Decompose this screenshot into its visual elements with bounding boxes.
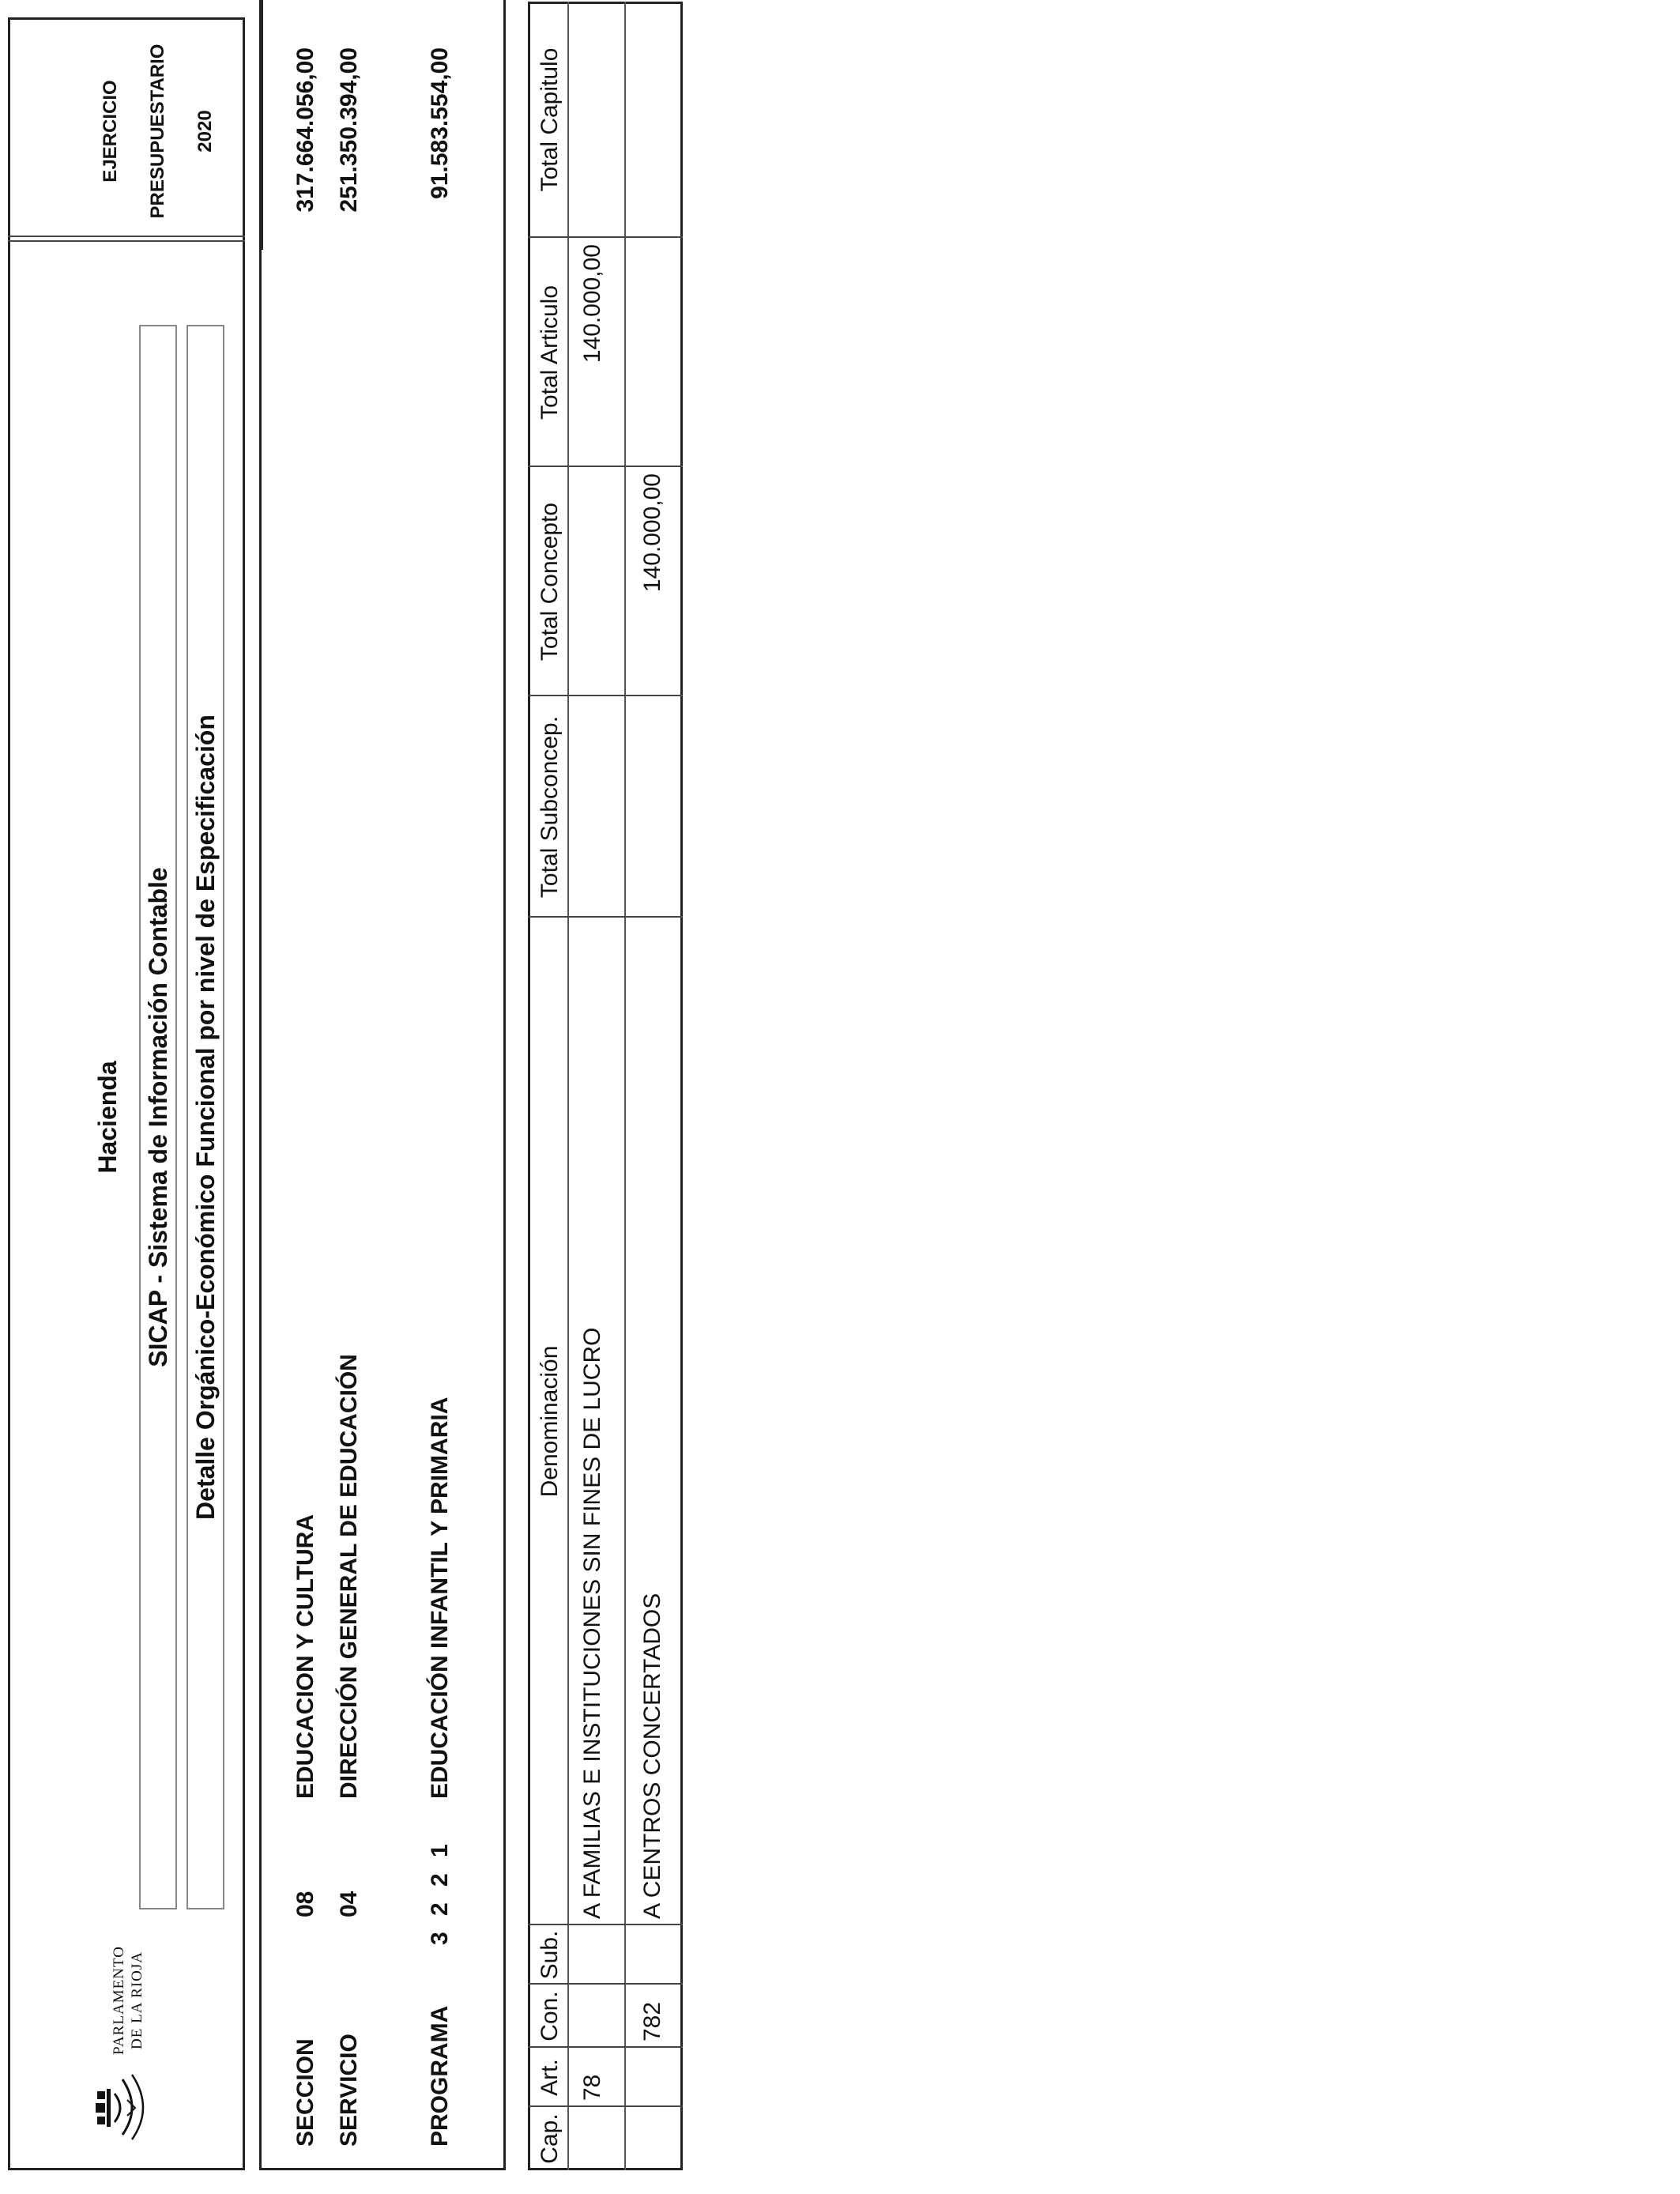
row1-art: 78 (579, 2074, 605, 2101)
table-row-line (624, 2, 626, 2170)
seccion-label: SECCION (292, 2038, 318, 2147)
header-total-capitulo: Total Capitulo (537, 47, 563, 192)
header-total-subconcep: Total Subconcep. (537, 715, 563, 899)
header-total-articulo: Total Articulo (537, 285, 563, 420)
presupuestario-label: PRESUPUESTARIO (147, 43, 168, 219)
department-title: Hacienda (93, 1061, 122, 1174)
programa-name: EDUCACIÓN INFANTIL Y PRIMARIA (427, 1397, 453, 1799)
header-con: Con. (537, 1991, 563, 2041)
ejercicio-label: EJERCICIO (100, 80, 121, 183)
section-top-line (261, 0, 263, 250)
header-art: Art. (537, 2059, 563, 2096)
seccion-name: EDUCACION Y CULTURA (292, 1514, 318, 1799)
header-cap: Cap. (537, 2113, 563, 2164)
header-total-concepto: Total Concepto (537, 502, 563, 662)
programa-label: PROGRAMA (427, 2005, 453, 2147)
header-divider (8, 236, 245, 237)
row2-con: 782 (639, 2001, 665, 2041)
seccion-code: 08 (292, 1891, 318, 1917)
row1-total-articulo: 140.000,00 (579, 244, 605, 364)
servicio-name: DIRECCIÓN GENERAL DE EDUCACIÓN (336, 1354, 362, 1799)
report-title: Detalle Orgánico-Económico Funcional por nivel de Especificación (191, 714, 220, 1520)
servicio-code: 04 (336, 1891, 362, 1917)
parliament-logo-icon (91, 2064, 162, 2151)
seccion-amount: 317.664.056,00 (292, 47, 318, 213)
header-denominacion: Denominación (537, 1345, 563, 1498)
servicio-label: SERVICIO (336, 2034, 362, 2147)
budget-year: 2020 (194, 110, 216, 153)
servicio-amount: 251.350.394,00 (336, 47, 362, 213)
row1-denominacion: A FAMILIAS E INSTITUCIONES SIN FINES DE LUCRO (579, 1327, 605, 1919)
logo-line2: DE LA RIOJA (129, 1951, 145, 2049)
header-divider-right (8, 240, 245, 242)
section-frame (259, 0, 506, 2170)
logo-line1: PARLAMENTO (111, 1946, 127, 2055)
header-sub: Sub. (537, 1930, 563, 1980)
row2-denominacion: A CENTROS CONCERTADOS (639, 1593, 665, 1919)
system-title: SICAP - Sistema de Información Contable (144, 867, 172, 1367)
programa-code: 3 2 2 1 (427, 1839, 453, 1945)
programa-amount: 91.583.554,00 (427, 47, 453, 199)
row2-total-concepto: 140.000,00 (639, 473, 665, 593)
